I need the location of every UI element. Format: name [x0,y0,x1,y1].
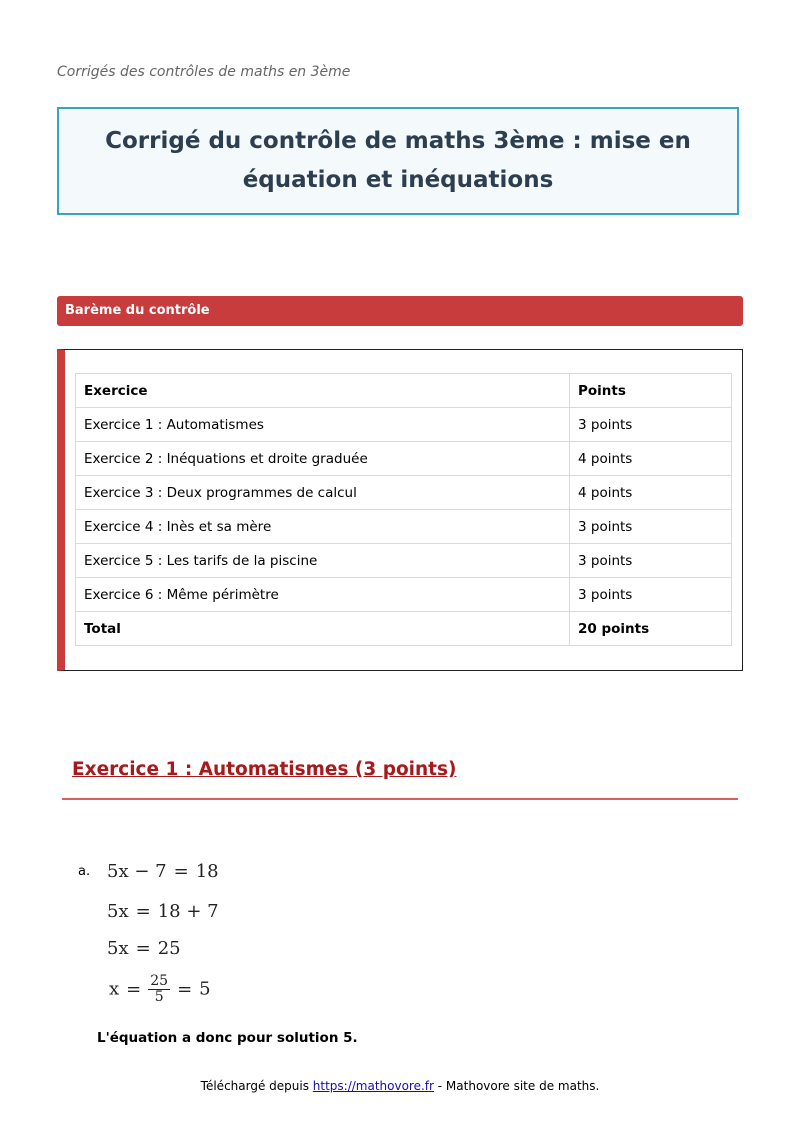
page-title-box [57,107,739,215]
table-cell-exercise: Exercice 4 : Inès et sa mère [76,510,570,544]
fraction [148,974,170,1005]
equals-sign: = [126,978,142,1000]
footer [0,1079,800,1093]
footer-prefix: Téléchargé depuis [200,1079,313,1093]
table-row [76,578,732,612]
table-row [76,476,732,510]
table-row [76,408,732,442]
equation-line-4 [109,974,211,1005]
equals-sign: = [135,938,151,959]
table-cell-exercise: Exercice 3 : Deux programmes de calcul [76,476,570,510]
equation-rhs: 18 + 7 [157,901,219,922]
table-cell-exercise: Exercice 5 : Les tarifs de la piscine [76,544,570,578]
heading-divider [62,798,738,800]
table-row [76,544,732,578]
fraction-numerator: 25 [150,973,169,989]
equation-lhs: 5x − 7 [107,861,167,882]
equals-sign: = [177,978,193,1000]
equation-line-1 [107,861,219,882]
table-cell-points: 3 points [570,578,732,612]
table-cell-points: 4 points [570,442,732,476]
conclusion-text: L'équation a donc pour solution 5. [97,1030,358,1046]
breadcrumb: Corrigés des contrôles de maths en 3ème [57,64,351,80]
equals-sign: = [173,861,189,882]
bareme-table [75,373,732,646]
table-total-row [76,612,732,646]
equation-rhs: 25 [157,938,181,959]
table-header-row [76,374,732,408]
equals-sign: = [135,901,151,922]
footer-link[interactable]: https://mathovore.fr [312,1079,434,1093]
page-title: Corrigé du contrôle de maths 3ème : mise en équation et inéquations [105,128,691,193]
table-cell-exercise: Exercice 1 : Automatismes [76,408,570,442]
bareme-header: Barème du contrôle [57,296,743,326]
table-cell-points: 3 points [570,544,732,578]
equation-lhs: x [109,978,120,1000]
equation-line-2 [107,901,219,922]
item-marker: a. [78,864,91,879]
table-row [76,442,732,476]
table-row [76,510,732,544]
fraction-denominator: 5 [154,989,164,1005]
table-cell-points: 3 points [570,510,732,544]
equation-lhs: 5x [107,901,129,922]
equation-lhs: 5x [107,938,129,959]
column-header-points: Points [570,374,732,408]
equation-rhs: 18 [195,861,219,882]
table-cell-exercise: Exercice 2 : Inéquations et droite graduée [76,442,570,476]
table-cell-points: 3 points [570,408,732,442]
total-label: Total [76,612,570,646]
table-cell-exercise: Exercice 6 : Même périmètre [76,578,570,612]
equation-line-3 [107,938,181,959]
equation-result: 5 [199,978,211,1000]
table-cell-points: 4 points [570,476,732,510]
footer-suffix: - Mathovore site de maths. [433,1079,600,1093]
bareme-box [57,349,743,671]
exercise-1-heading: Exercice 1 : Automatismes (3 points) [72,759,457,780]
total-points: 20 points [570,612,732,646]
column-header-exercice: Exercice [76,374,570,408]
